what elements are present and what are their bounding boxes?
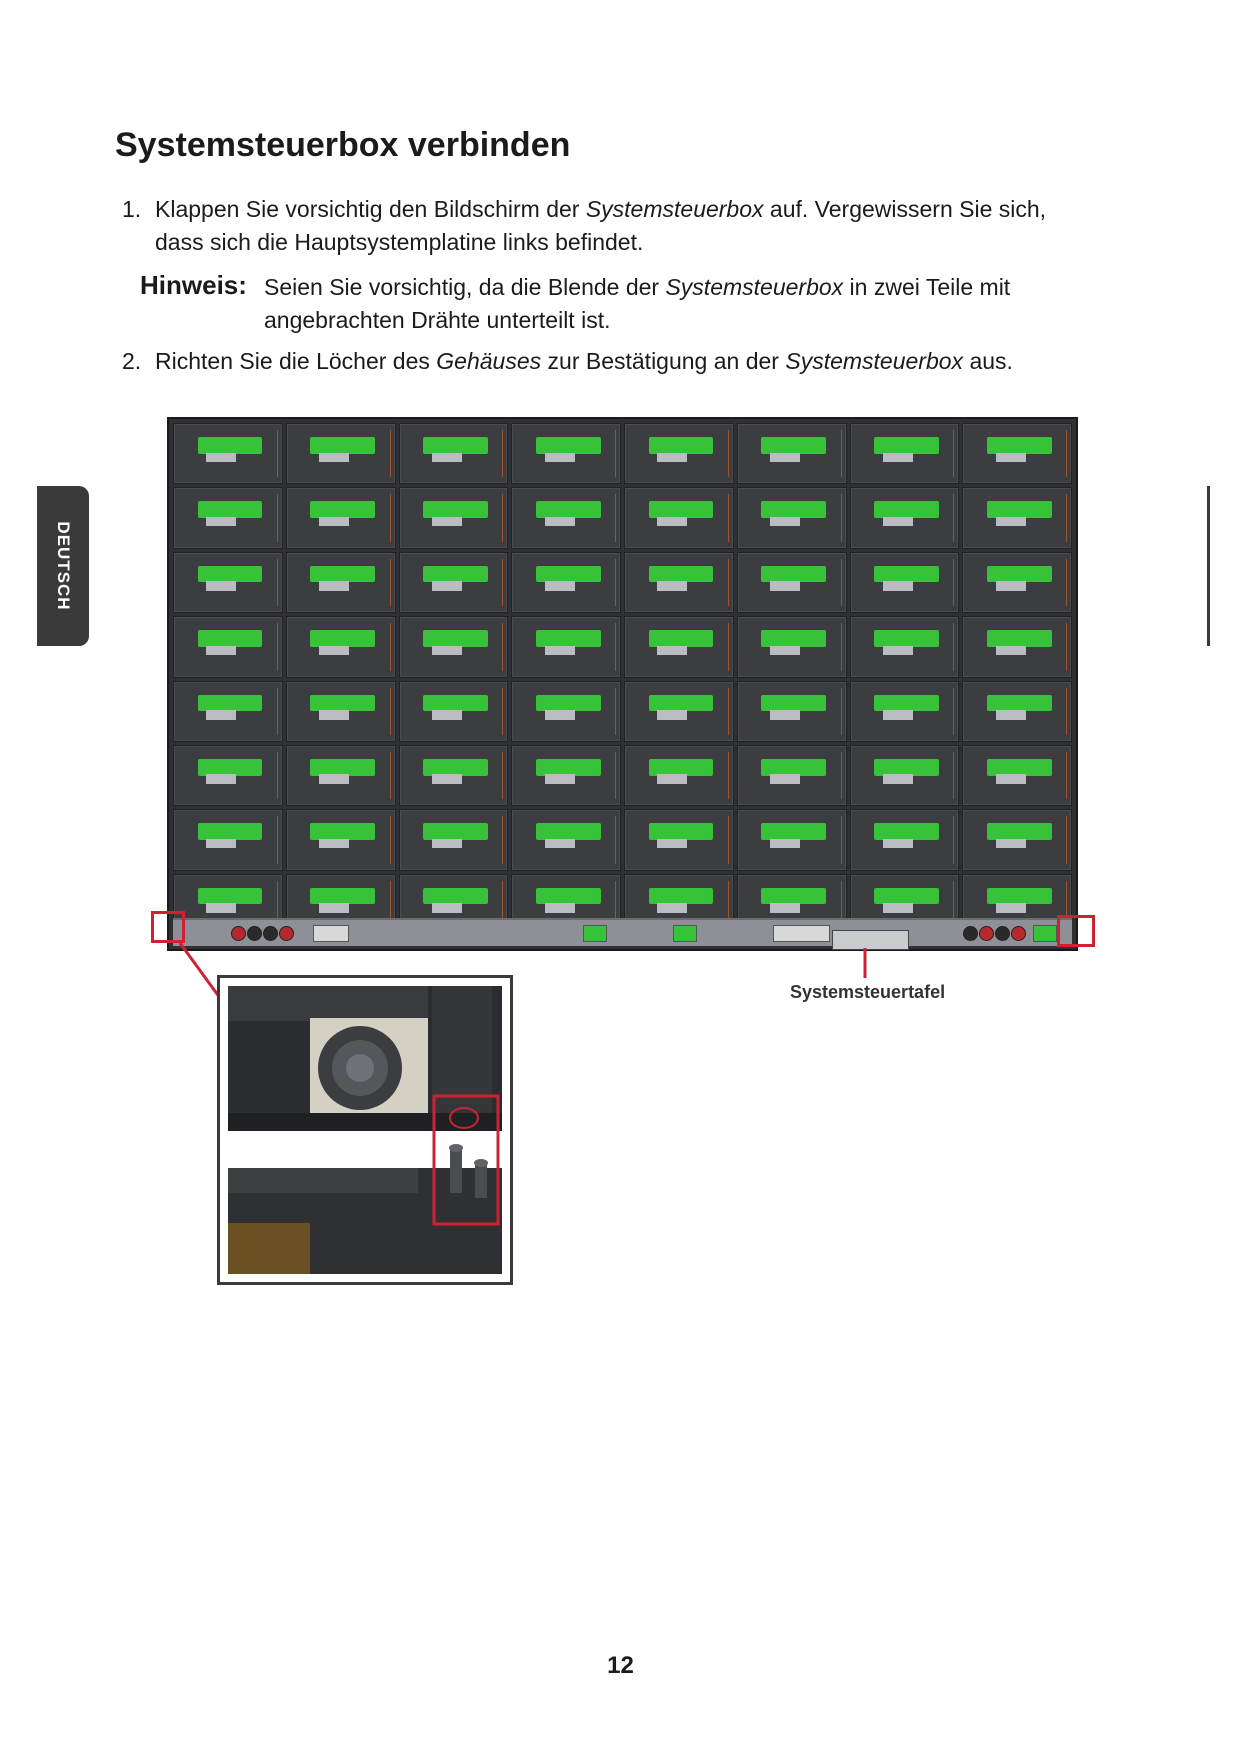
language-tab-label: DEUTSCH xyxy=(54,521,73,611)
detail-inset xyxy=(217,975,513,1285)
step-2-emphasis-housing: Gehäuses xyxy=(436,348,542,374)
figure-caption: Systemsteuertafel xyxy=(790,982,946,1002)
note-label: Hinweis: xyxy=(140,270,247,300)
note-line-2: angebrachten Drähte unterteilt ist. xyxy=(264,307,611,333)
note-text-c: in zwei Teile mit xyxy=(843,274,1011,300)
step-2-emphasis-box: Systemsteuerbox xyxy=(785,348,964,374)
bracket-detail-illustration xyxy=(220,978,510,1282)
step-2-text-e: aus. xyxy=(963,348,1013,374)
step-1-text-a: Klappen Sie vorsichtig den Bildschirm der xyxy=(155,196,586,222)
step-1-text-c: auf. Vergewissern Sie sich, xyxy=(763,196,1047,222)
note-text-a: Seien Sie vorsichtig, da die Blende der xyxy=(264,274,666,300)
step-1-emphasis: Systemsteuerbox xyxy=(585,196,764,222)
callout-line xyxy=(180,943,220,998)
step-1-line-2: dass sich die Hauptsystemplatine links befindet. xyxy=(155,229,644,255)
note-emphasis: Systemsteuerbox xyxy=(665,274,844,300)
step-2-text-a: Richten Sie die Löcher des xyxy=(155,348,437,374)
step-1-number: 1. xyxy=(122,196,142,222)
page-number: 12 xyxy=(607,1652,634,1679)
step-2-number: 2. xyxy=(122,348,142,374)
step-2-text-c: zur Bestätigung an der xyxy=(541,348,786,374)
page-title: Systemsteuerbox verbinden xyxy=(115,126,571,164)
